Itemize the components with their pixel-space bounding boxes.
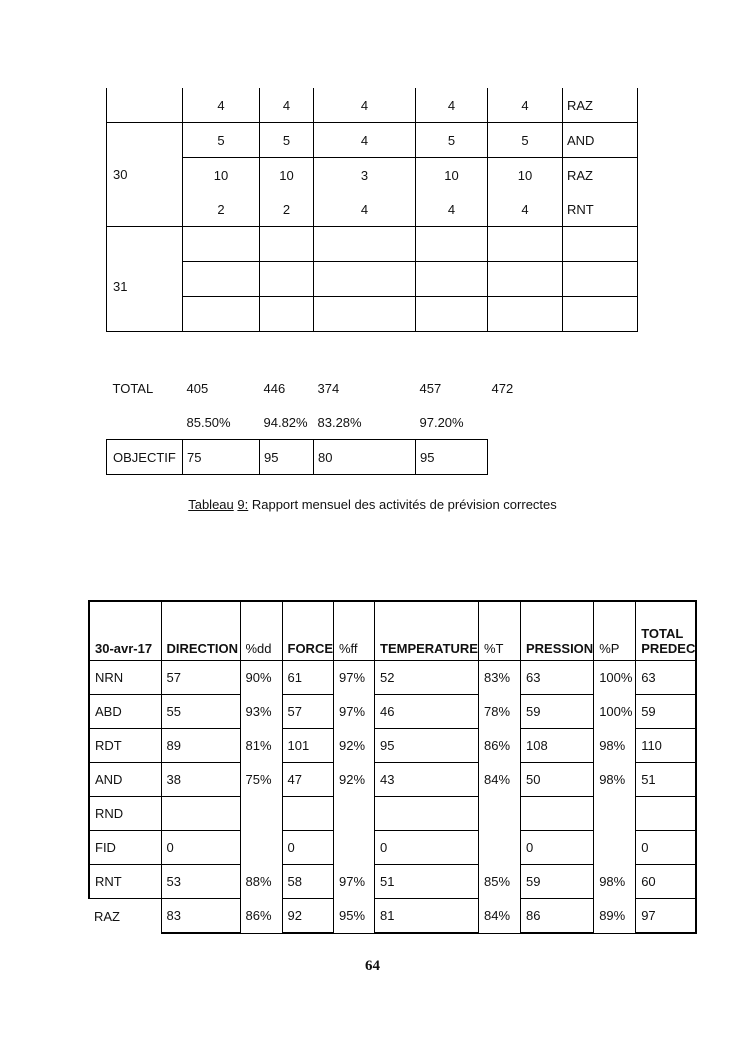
header-total-line2: PREDEC xyxy=(641,641,696,656)
page-number: 64 xyxy=(365,958,380,974)
station-cell: AND xyxy=(563,123,638,158)
force-cell xyxy=(282,797,334,831)
temperature-cell: 43 xyxy=(375,763,479,797)
pp-cell: 89% xyxy=(594,899,636,934)
objectif-value: 95 xyxy=(260,440,314,475)
table-row xyxy=(107,123,638,158)
empty-cell xyxy=(563,262,638,297)
objectif-value: 75 xyxy=(183,440,260,475)
table-row xyxy=(89,729,696,763)
total-cell: 110 xyxy=(636,729,697,763)
total-label: TOTAL xyxy=(112,380,154,396)
force-cell: 47 xyxy=(282,763,334,797)
header-pression: PRESSION xyxy=(521,601,594,661)
pdd-cell xyxy=(240,831,282,865)
pt-cell: 78% xyxy=(479,695,521,729)
value-cell: 2 xyxy=(260,192,314,227)
header-pff: %ff xyxy=(334,601,375,661)
table-row xyxy=(107,297,638,332)
total-cell: 0 xyxy=(636,831,697,865)
monthly-report-table xyxy=(88,600,697,934)
header-total xyxy=(636,601,697,661)
station-cell: RDT xyxy=(89,729,161,763)
pff-cell xyxy=(334,797,375,831)
pression-cell: 59 xyxy=(521,865,594,899)
force-cell: 101 xyxy=(282,729,334,763)
caption-text: Rapport mensuel des activités de prévision correctes xyxy=(248,497,557,512)
total-value: 472 xyxy=(491,380,514,396)
pt-cell: 85% xyxy=(479,865,521,899)
value-cell: 4 xyxy=(314,88,416,123)
empty-cell xyxy=(416,297,488,332)
caption-number: 9: xyxy=(237,497,249,512)
table-caption xyxy=(0,497,745,512)
pdd-cell: 86% xyxy=(240,899,282,934)
pff-cell: 97% xyxy=(334,661,375,695)
value-cell: 4 xyxy=(488,192,563,227)
value-cell: 2 xyxy=(183,192,260,227)
objectif-row xyxy=(107,440,563,475)
table-row xyxy=(107,158,638,193)
pp-cell: 98% xyxy=(594,865,636,899)
total-value: 446 xyxy=(263,380,286,396)
station-cell: AND xyxy=(89,763,161,797)
objectif-value: 80 xyxy=(314,440,416,475)
pression-cell: 63 xyxy=(521,661,594,695)
pt-cell: 84% xyxy=(479,763,521,797)
temperature-cell: 46 xyxy=(375,695,479,729)
pression-cell: 0 xyxy=(521,831,594,865)
pp-cell: 100% xyxy=(594,695,636,729)
temperature-cell: 51 xyxy=(375,865,479,899)
pression-cell xyxy=(521,797,594,831)
empty-cell xyxy=(183,297,260,332)
percent-value: 83.28% xyxy=(317,414,362,430)
force-cell: 57 xyxy=(282,695,334,729)
pdd-cell: 81% xyxy=(240,729,282,763)
value-cell: 4 xyxy=(488,88,563,123)
pression-cell: 59 xyxy=(521,695,594,729)
table-row xyxy=(107,262,638,297)
station-cell: RND xyxy=(89,797,161,831)
empty-cell xyxy=(314,227,416,262)
empty-cell xyxy=(416,262,488,297)
header-pp: %P xyxy=(594,601,636,661)
station-cell: RAZ xyxy=(563,88,638,123)
header-direction: DIRECTION xyxy=(161,601,240,661)
temperature-cell: 95 xyxy=(375,729,479,763)
force-cell: 0 xyxy=(282,831,334,865)
value-cell: 4 xyxy=(314,123,416,158)
header-pt: %T xyxy=(479,601,521,661)
table-row xyxy=(89,831,696,865)
percent-row xyxy=(107,405,563,440)
table-row xyxy=(89,797,696,831)
objectif-label: OBJECTIF xyxy=(107,440,183,475)
pression-cell: 108 xyxy=(521,729,594,763)
percent-value: 85.50% xyxy=(186,414,231,430)
pff-cell: 97% xyxy=(334,865,375,899)
total-cell xyxy=(636,797,697,831)
temperature-cell: 81 xyxy=(375,899,479,934)
total-cell: 51 xyxy=(636,763,697,797)
empty-cell xyxy=(563,227,638,262)
pff-cell xyxy=(334,831,375,865)
value-cell: 3 xyxy=(314,158,416,193)
pression-cell: 50 xyxy=(521,763,594,797)
direction-cell: 57 xyxy=(161,661,240,695)
force-cell: 92 xyxy=(282,899,334,934)
empty-cell xyxy=(260,297,314,332)
percent-value: 94.82% xyxy=(263,414,308,430)
pp-cell: 100% xyxy=(594,661,636,695)
value-cell: 10 xyxy=(183,158,260,193)
force-cell: 58 xyxy=(282,865,334,899)
header-temperature: TEMPERATURE xyxy=(375,601,479,661)
value-cell: 5 xyxy=(416,123,488,158)
value-cell: 10 xyxy=(416,158,488,193)
pp-cell: 98% xyxy=(594,729,636,763)
temperature-cell xyxy=(375,797,479,831)
percent-value: 97.20% xyxy=(419,414,464,430)
header-pdd: %dd xyxy=(240,601,282,661)
empty-cell xyxy=(314,262,416,297)
pp-cell xyxy=(594,797,636,831)
station-cell: NRN xyxy=(89,661,161,695)
pdd-cell xyxy=(240,797,282,831)
value-cell: 4 xyxy=(183,88,260,123)
objectif-value: 95 xyxy=(416,440,488,475)
totals-table xyxy=(106,371,563,475)
value-cell: 4 xyxy=(416,192,488,227)
day-cell: 30 xyxy=(107,123,183,227)
value-cell: 4 xyxy=(314,192,416,227)
station-cell: FID xyxy=(89,831,161,865)
value-cell: 4 xyxy=(260,88,314,123)
caption-prefix: Tableau xyxy=(188,497,234,512)
value-cell: 5 xyxy=(260,123,314,158)
pdd-cell: 75% xyxy=(240,763,282,797)
empty-cell xyxy=(183,262,260,297)
total-cell: 59 xyxy=(636,695,697,729)
pdd-cell: 90% xyxy=(240,661,282,695)
empty-cell xyxy=(183,227,260,262)
total-value: 405 xyxy=(186,380,209,396)
total-value: 457 xyxy=(419,380,442,396)
empty-cell xyxy=(260,227,314,262)
header-force: FORCE xyxy=(282,601,334,661)
table-row xyxy=(107,192,638,227)
total-cell: 60 xyxy=(636,865,697,899)
direction-cell: 53 xyxy=(161,865,240,899)
empty-cell xyxy=(488,227,563,262)
total-value: 374 xyxy=(317,380,340,396)
table-row xyxy=(89,695,696,729)
pt-cell: 86% xyxy=(479,729,521,763)
force-cell: 61 xyxy=(282,661,334,695)
table-row xyxy=(89,899,696,934)
pt-cell: 84% xyxy=(479,899,521,934)
direction-cell: 0 xyxy=(161,831,240,865)
station-cell: RAZ xyxy=(89,899,161,934)
value-cell: 4 xyxy=(416,88,488,123)
direction-cell: 38 xyxy=(161,763,240,797)
empty-cell xyxy=(314,297,416,332)
table-row xyxy=(89,763,696,797)
header-row xyxy=(89,601,696,661)
temperature-cell: 52 xyxy=(375,661,479,695)
temperature-cell: 0 xyxy=(375,831,479,865)
station-cell: RNT xyxy=(563,192,638,227)
value-cell: 10 xyxy=(488,158,563,193)
total-cell: 63 xyxy=(636,661,697,695)
pp-cell: 98% xyxy=(594,763,636,797)
empty-cell xyxy=(416,227,488,262)
value-cell: 5 xyxy=(183,123,260,158)
pff-cell: 95% xyxy=(334,899,375,934)
pff-cell: 92% xyxy=(334,729,375,763)
station-cell: RAZ xyxy=(563,158,638,193)
pdd-cell: 93% xyxy=(240,695,282,729)
station-cell: ABD xyxy=(89,695,161,729)
pt-cell: 83% xyxy=(479,661,521,695)
station-cell: RNT xyxy=(89,865,161,899)
direction-cell xyxy=(161,797,240,831)
table-row xyxy=(89,661,696,695)
day-cell-empty xyxy=(107,88,183,123)
table-row xyxy=(107,227,638,262)
pp-cell xyxy=(594,831,636,865)
empty-cell xyxy=(488,262,563,297)
direction-cell: 89 xyxy=(161,729,240,763)
pression-cell: 86 xyxy=(521,899,594,934)
pdd-cell: 88% xyxy=(240,865,282,899)
value-cell: 5 xyxy=(488,123,563,158)
total-row xyxy=(107,371,563,405)
forecast-detail-table xyxy=(106,88,638,332)
pt-cell xyxy=(479,831,521,865)
pff-cell: 92% xyxy=(334,763,375,797)
pff-cell: 97% xyxy=(334,695,375,729)
empty-cell xyxy=(563,297,638,332)
total-cell: 97 xyxy=(636,899,697,934)
table-row xyxy=(107,88,638,123)
empty-cell xyxy=(260,262,314,297)
direction-cell: 55 xyxy=(161,695,240,729)
value-cell: 10 xyxy=(260,158,314,193)
direction-cell: 83 xyxy=(161,899,240,934)
table-row xyxy=(89,865,696,899)
day-cell: 31 xyxy=(107,227,183,332)
empty-cell xyxy=(488,297,563,332)
pt-cell xyxy=(479,797,521,831)
header-total-line1: TOTAL xyxy=(641,626,684,641)
header-date: 30-avr-17 xyxy=(89,601,161,661)
